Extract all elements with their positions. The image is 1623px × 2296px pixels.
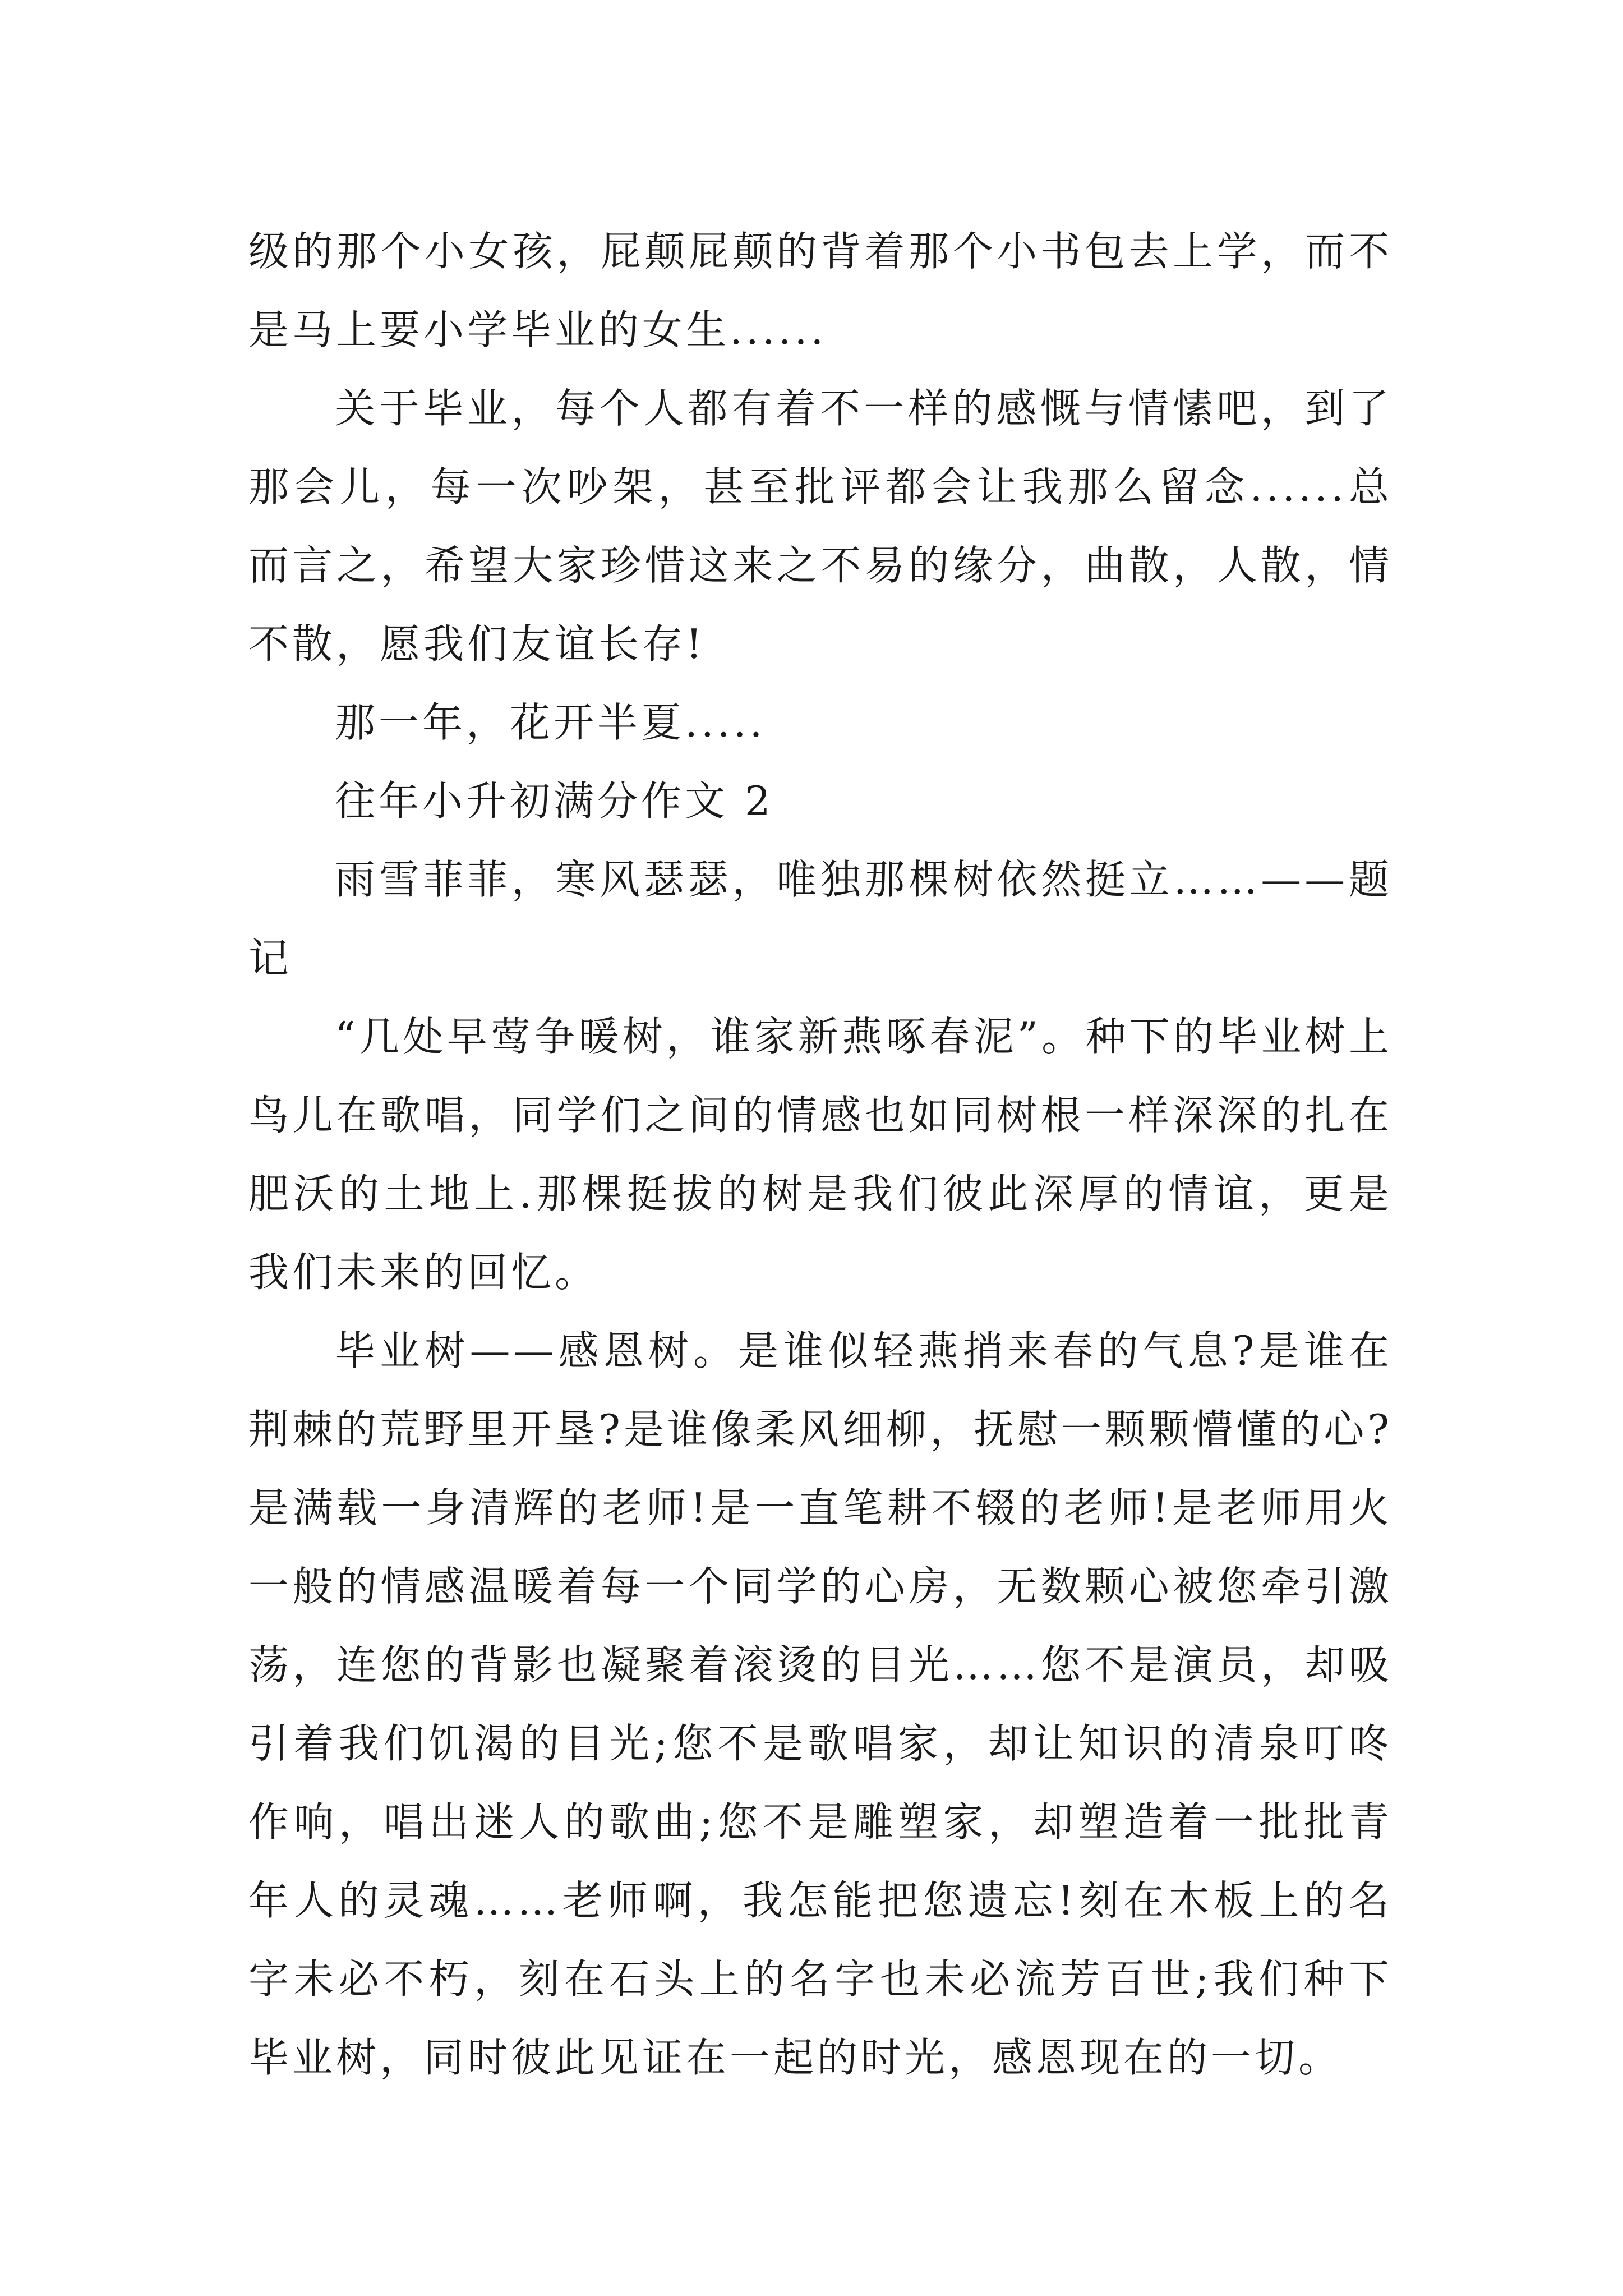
paragraph-epigraph: 雨雪菲菲，寒风瑟瑟，唯独那棵树依然挺立……——题记 [248,856,1393,982]
document-body [248,212,1393,2097]
section-heading: 往年小升初满分作文 2 [335,777,774,825]
paragraph-6: “几处早莺争暖树，谁家新燕啄春泥”。种下的毕业树上鸟儿在歌唱，同学们之间的情感也如同树根一样深深的扎在肥沃的土地上.那棵挺拔的树是我们彼此深厚的情谊，更是我们未来的回忆。 [248,1013,1393,1296]
paragraph-2: 关于毕业，每个人都有着不一样的感慨与情愫吧，到了那会儿，每一次吵架，甚至批评都会让我那么留念......总而言之，希望大家珍惜这来之不易的缘分，曲散，人散，情不散，愿我们友谊长存! [248,385,1393,668]
paragraph-3: 那一年，花开半夏..... [335,699,766,746]
paragraph-1: 级的那个小女孩，屁颠屁颠的背着那个小书包去上学，而不是马上要小学毕业的女生...... [248,228,1393,353]
paragraph-7: 毕业树——感恩树。是谁似轻燕捎来春的气息?是谁在荆棘的荒野里开垦?是谁像柔风细柳，抚慰一颗颗懵懂的心?是满载一身清辉的老师!是一直笔耕不辍的老师!是老师用火一般的情感温暖着每一个同学的心房，无数颗心被您牵引激荡，连您的背影也凝聚着滚烫的目光……您不是演员，却吸引着我们饥渴的目光;您不是歌唱家，却让知识的清泉叮咚作响，唱出迷人的歌曲;您不是雕塑家，却塑造着一批批青年人的灵魂……老师啊，我怎能把您遗忘!刻在木板上的名字未必不朽，刻在石头上的名字也未必流芳百世;我们种下毕业树，同时彼此见证在一起的时光，感恩现在的一切。 [248,1327,1393,2081]
